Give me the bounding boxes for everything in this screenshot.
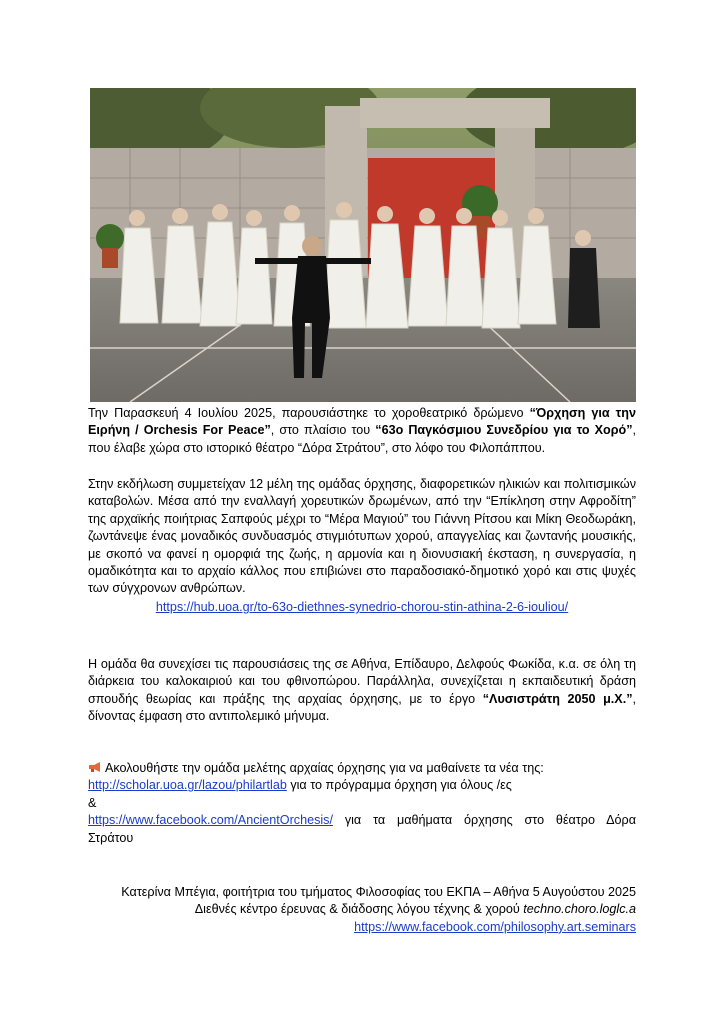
megaphone-icon bbox=[88, 761, 103, 773]
ampersand: & bbox=[88, 795, 97, 810]
hub-link-row bbox=[88, 600, 636, 614]
congress-title: “63ο Παγκόσμιου Συνεδρίου για το Χορό” bbox=[375, 423, 633, 438]
center-text: Διεθνές κέντρο έρευνας & διάδοσης λόγου τέχνης & χορού bbox=[194, 902, 524, 917]
philartlab-description: για το πρόγραμμα όρχηση για όλους /ες bbox=[286, 778, 512, 793]
performance-photo bbox=[90, 88, 636, 402]
continuation-text-a: Η ομάδα θα συνεχίσει τις παρουσιάσεις της σε Αθήνα, Επίδαυρο, Δελφούς Φωκίδα, κ.α. σε όλη τη διάρκεια του καλοκαιριού και του φθινοπώρου. Παράλληλα, συνεχίζεται η εκπαιδευτική δράση σπουδής θεωρίας και πράξης της αρχαίας όρχησης, με το έργο bbox=[88, 657, 636, 706]
follow-intro-row bbox=[88, 760, 636, 777]
continuation-text-c: , δίνοντας έμφαση στο αντιπολεμικό μήνυμα. bbox=[88, 691, 637, 724]
hub-uoa-link[interactable]: https://hub.uoa.gr/to-63o-diethnes-synedrio-chorou-stin-athina-2-6-iouliou/ bbox=[155, 600, 569, 614]
author-line: Κατερίνα Μπέγια, φοιτήτρια του τμήματος Φιλοσοφίας του ΕΚΠΑ – Αθήνα 5 Αυγούστου 2025 bbox=[121, 885, 636, 899]
center-site: techno.choro.loglc.a bbox=[523, 902, 636, 917]
center-line bbox=[88, 901, 636, 918]
follow-intro-text: Ακολουθήστε την ομάδα μελέτης αρχαίας όρχησης για να μαθαίνετε τα νέα της: bbox=[105, 761, 544, 775]
performance-title: “Όρχηση για την Ειρήνη / Orchesis For Peace” bbox=[88, 406, 636, 438]
facebook-orchesis-row bbox=[88, 812, 636, 829]
seminars-link-row bbox=[88, 919, 636, 936]
philartlab-row bbox=[88, 777, 636, 794]
intro-text-e: , που έλαβε χώρα στο ιστορικό θέατρο “Δόρα Στράτου”, στο λόφο του Φιλοπάππου. bbox=[88, 423, 636, 455]
intro-paragraph bbox=[88, 405, 636, 457]
event-description-paragraph bbox=[88, 476, 636, 598]
event-description-text: Στην εκδήλωση συμμετείχαν 12 μέλη της ομάδας όρχησης, διαφορετικών ηλικιών και πολιτισμικών καταβολών. Μέσα από την εναλλαγή χορευτικών δρωμένων, από την “Επίκληση στην Αφροδίτη” της αρχαϊκής ποιήτριας Σαπφούς μέχρι το “Μέρα Μαγιού” του Γιάννη Ρίτσου και Μίκη Θεοδωράκη, ζωντάνεψε ένας μοναδικός συνδυασμός στιγμιότυπων χορού, απαγγελίας και ζωντανής μουσικής, με σκοπό να φανεί η ομορφιά της ζωής, η αρμονία και η διονυσιακή έκσταση, η συνεργασία, η ομαδικότητα και το αρχαίο κάλλος που επιβιώνει στο παραδοσιακό-δημοτικό χορό και στις ψυχές των σύγχρονων ανθρώπων. bbox=[88, 477, 636, 596]
facebook-orchesis-tail: Στράτου bbox=[88, 830, 134, 845]
intro-text-a: Την Παρασκευή 4 Ιουλίου 2025, παρουσιάστηκε το χοροθεατρικό δρώμενο bbox=[88, 406, 530, 420]
signoff bbox=[88, 884, 636, 936]
facebook-orchesis-description: για τα μαθήματα όρχησης στο θέατρο Δόρα bbox=[332, 813, 636, 828]
lysistrata-title: “Λυσιστράτη 2050 μ.Χ.” bbox=[482, 691, 633, 706]
intro-text-c: , στο πλαίσιο του bbox=[270, 423, 376, 438]
philartlab-link[interactable]: http://scholar.uoa.gr/lazou/philartlab bbox=[88, 778, 287, 793]
facebook-orchesis-link[interactable]: https://www.facebook.com/AncientOrchesis/ bbox=[88, 813, 333, 828]
seminars-link[interactable]: https://www.facebook.com/philosophy.art.seminars bbox=[354, 919, 636, 934]
follow-section bbox=[88, 760, 636, 847]
continuation-paragraph bbox=[88, 656, 636, 726]
